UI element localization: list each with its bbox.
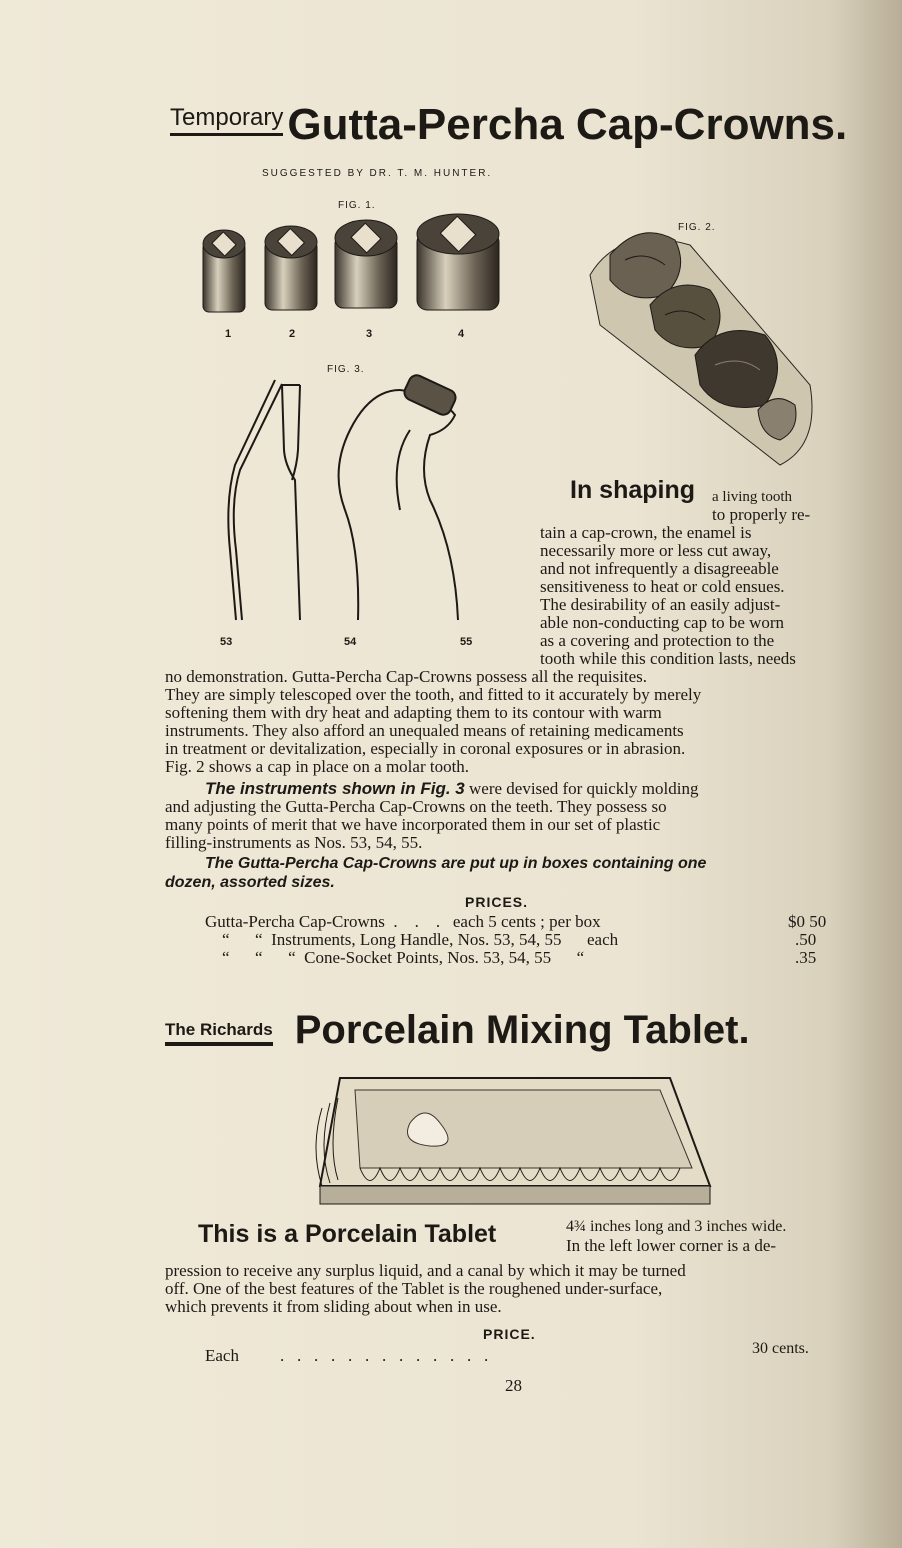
- prices-heading: PRICES.: [465, 894, 529, 910]
- tooth-1: [610, 233, 681, 298]
- price-row-3-price: .35: [795, 948, 817, 967]
- instruments-lead: The instruments shown in Fig. 3: [205, 779, 465, 798]
- cap-3: [335, 220, 397, 308]
- instruments-para-line-1: and adjusting the Gutta-Percha Cap-Crowns on the teeth. They possess so: [165, 797, 667, 816]
- price-row-3: “ “ “ Cone-Socket Points, Nos. 53, 54, 55 “: [222, 948, 585, 967]
- price-heading: PRICE.: [483, 1326, 536, 1342]
- boxes-line-2: dozen, assorted sizes.: [165, 874, 335, 891]
- section1-title: [170, 100, 847, 150]
- instruments-line-0-tail: were devised for quickly molding: [464, 779, 699, 798]
- fig1-caps-illustration: [195, 210, 515, 340]
- full-line-5: Fig. 2 shows a cap in place on a molar tooth.: [165, 757, 470, 776]
- wrap-line-7: able non-conducting cap to be worn: [540, 613, 785, 632]
- price-row-1-price: $0 50: [788, 912, 827, 931]
- cap-2: [265, 226, 317, 310]
- price-row-1: Gutta-Percha Cap-Crowns . . . each 5 cents ; per box: [205, 912, 601, 931]
- cap-4: [417, 214, 499, 310]
- wrap-line-1: to properly re-: [712, 505, 811, 524]
- title-big-cap-crowns: Gutta-Percha Cap-Crowns.: [287, 100, 848, 149]
- full-line-2: softening them with dry heat and adapting them to its contour with warm: [165, 703, 662, 722]
- cap-number-4: 4: [458, 328, 465, 340]
- mixing-tablet-illustration: [300, 1068, 720, 1208]
- title-small-temporary: Temporary: [170, 104, 283, 136]
- in-shaping-heading: In shaping: [570, 476, 695, 504]
- fig3-label: FIG. 3.: [327, 364, 365, 375]
- leader-dots: . . . . . . . . . . . . .: [280, 1346, 489, 1365]
- tablet-line-1: off. One of the best features of the Tablet is the roughened under-surface,: [165, 1279, 663, 1298]
- instrument-54: [282, 385, 300, 620]
- section2-title: [165, 1008, 750, 1053]
- wrap-line-5: sensitiveness to heat or cold ensues.: [540, 577, 785, 596]
- instruments-para-line-2: many points of merit that we have incorporated them in our set of plastic: [165, 815, 661, 834]
- full-line-4: in treatment or devitalization, especially in coronal exposures or in abrasion.: [165, 739, 686, 758]
- suggested-by: SUGGESTED BY DR. T. M. HUNTER.: [262, 168, 493, 179]
- wrap-line-3: necessarily more or less cut away,: [540, 541, 772, 560]
- title-big-mixing-tablet: Porcelain Mixing Tablet.: [294, 1008, 750, 1052]
- instruments-para-line-0: [205, 780, 845, 798]
- tablet-line-0: pression to receive any surplus liquid, and a canal by which it may be turned: [165, 1261, 686, 1280]
- wrap-line-8: as a covering and protection to the: [540, 631, 775, 650]
- cap-1: [203, 230, 245, 312]
- wrap-line-0: a living tooth: [712, 489, 792, 505]
- instrument-number-54: 54: [344, 636, 357, 648]
- fig2-label: FIG. 2.: [678, 222, 716, 233]
- tablet-line-2: which prevents it from sliding about when in use.: [165, 1297, 502, 1316]
- cap-number-1: 1: [225, 328, 232, 340]
- title-small-richards: The Richards: [165, 1020, 273, 1046]
- instrument-55: [339, 373, 459, 620]
- instrument-number-55: 55: [460, 636, 473, 648]
- each-label: Each: [205, 1346, 239, 1365]
- price-row-2: “ “ Instruments, Long Handle, Nos. 53, 54, 55 each: [222, 930, 619, 949]
- full-line-1: They are simply telescoped over the tooth, and fitted to it accurately by merely: [165, 685, 702, 704]
- cap-number-3: 3: [366, 328, 373, 340]
- porcelain-tablet-heading: This is a Porcelain Tablet: [198, 1220, 497, 1248]
- instruments-para-line-3: filling-instruments as Nos. 53, 54, 55.: [165, 833, 423, 852]
- fig1-label: FIG. 1.: [338, 200, 376, 211]
- wrap-line-6: The desirability of an easily adjust-: [540, 595, 781, 614]
- wrap-line-9: tooth while this condition lasts, needs: [540, 649, 796, 668]
- price-row-2-price: .50: [795, 930, 817, 949]
- full-line-3: instruments. They also afford an unequaled means of retaining medicaments: [165, 721, 684, 740]
- tablet-lead-tail-2: In the left lower corner is a de-: [566, 1236, 777, 1255]
- fig3-instruments-illustration: [200, 370, 500, 640]
- wrap-line-4: and not infrequently a disagreeable: [540, 559, 779, 578]
- boxes-line-1: The Gutta-Percha Cap-Crowns are put up in boxes containing one: [205, 855, 707, 872]
- instrument-53: [228, 380, 282, 620]
- full-line-0: no demonstration. Gutta-Percha Cap-Crowns possess all the requisites.: [165, 667, 648, 686]
- tablet-lead-tail-1: 4¾ inches long and 3 inches wide.: [566, 1218, 787, 1235]
- wrap-line-2: tain a cap-crown, the enamel is: [540, 523, 752, 542]
- instrument-number-53: 53: [220, 636, 233, 648]
- each-price: 30 cents.: [752, 1340, 809, 1357]
- page-number: 28: [505, 1376, 522, 1395]
- cap-number-2: 2: [289, 328, 296, 340]
- fig2-molar-illustration: [580, 215, 830, 475]
